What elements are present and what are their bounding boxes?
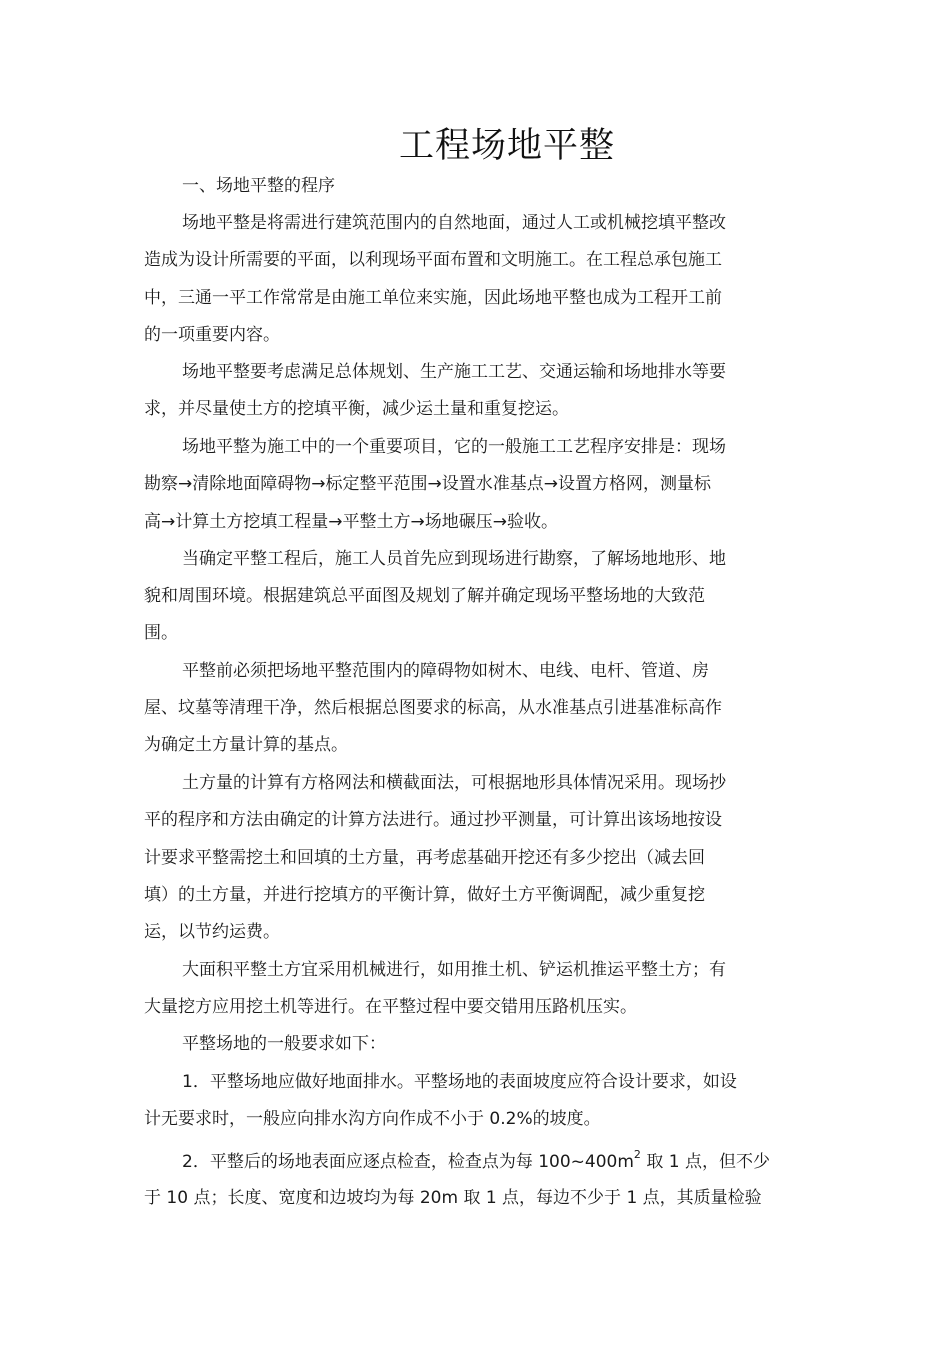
paragraph-line: 土方量的计算有方格网法和横截面法，可根据地形具体情况采用。现场抄 [182,773,726,793]
paragraph-line: 高→计算土方挖填工程量→平整土方→场地碾压→验收。 [144,512,558,532]
paragraph-line: 大面积平整土方宜采用机械进行，如用推土机、铲运机推运平整土方；有 [182,960,726,980]
section-heading: 一、场地平整的程序 [182,176,335,196]
paragraph-line: 计无要求时，一般应向排水沟方向作成不小于 0.2%的坡度。 [144,1109,601,1129]
paragraph-line: 大量挖方应用挖土机等进行。在平整过程中要交错用压路机压实。 [144,997,637,1017]
paragraph-line: 平的程序和方法由确定的计算方法进行。通过抄平测量，可计算出该场地按设 [144,810,722,830]
paragraph-line: 貌和周围环境。根据建筑总平面图及规划了解并确定现场平整场地的大致范 [144,586,705,606]
paragraph-line: 求，并尽量使土方的挖填平衡，减少运土量和重复挖运。 [144,399,569,419]
paragraph-line: 为确定土方量计算的基点。 [144,735,348,755]
paragraph-line: 的一项重要内容。 [144,325,280,345]
paragraph-line: 场地平整是将需进行建筑范围内的自然地面，通过人工或机械挖填平整改 [182,213,726,233]
list-item-2-text: 2．平整后的场地表面应逐点检查，检查点为每 100~400m [182,1152,634,1172]
paragraph-line: 中，三通一平工作常常是由施工单位来实施，因此场地平整也成为工程开工前 [144,288,722,308]
paragraph-line: 计要求平整需挖土和回填的土方量，再考虑基础开挖还有多少挖出（减去回 [144,848,705,868]
paragraph-line: 屋、坟墓等清理干净，然后根据总图要求的标高，从水准基点引进基准标高作 [144,698,722,718]
paragraph-line: 平整前必须把场地平整范围内的障碍物如树木、电线、电杆、管道、房 [182,661,709,681]
paragraph-line: 勘察→清除地面障碍物→标定整平范围→设置水准基点→设置方格网，测量标 [144,474,711,494]
paragraph-line: 平整场地的一般要求如下： [182,1034,386,1054]
list-item-2 [182,1150,770,1174]
paragraph-line: 当确定平整工程后，施工人员首先应到现场进行勘察，了解场地地形、地 [182,549,726,569]
paragraph-line: 围。 [144,623,178,643]
list-item-2-text-end: 取 1 点，但不少 [640,1152,770,1172]
paragraph-line: 于 10 点；长度、宽度和边坡均为每 20m 取 1 点，每边不少于 1 点，其质量检验 [144,1188,762,1208]
paragraph-line: 运，以节约运费。 [144,922,280,942]
paragraph-line: 场地平整为施工中的一个重要项目，它的一般施工工艺程序安排是：现场 [182,437,726,457]
list-item-1: 1．平整场地应做好地面排水。平整场地的表面坡度应符合设计要求，如设 [182,1072,737,1092]
paragraph-line: 造成为设计所需要的平面，以利现场平面布置和文明施工。在工程总承包施工 [144,250,722,270]
paragraph-line: 场地平整要考虑满足总体规划、生产施工工艺、交通运输和场地排水等要 [182,362,726,382]
paragraph-line: 填）的土方量，并进行挖填方的平衡计算，做好土方平衡调配，减少重复挖 [144,885,705,905]
page-title: 工程场地平整 [398,126,615,166]
superscript: 2 [633,1148,641,1162]
